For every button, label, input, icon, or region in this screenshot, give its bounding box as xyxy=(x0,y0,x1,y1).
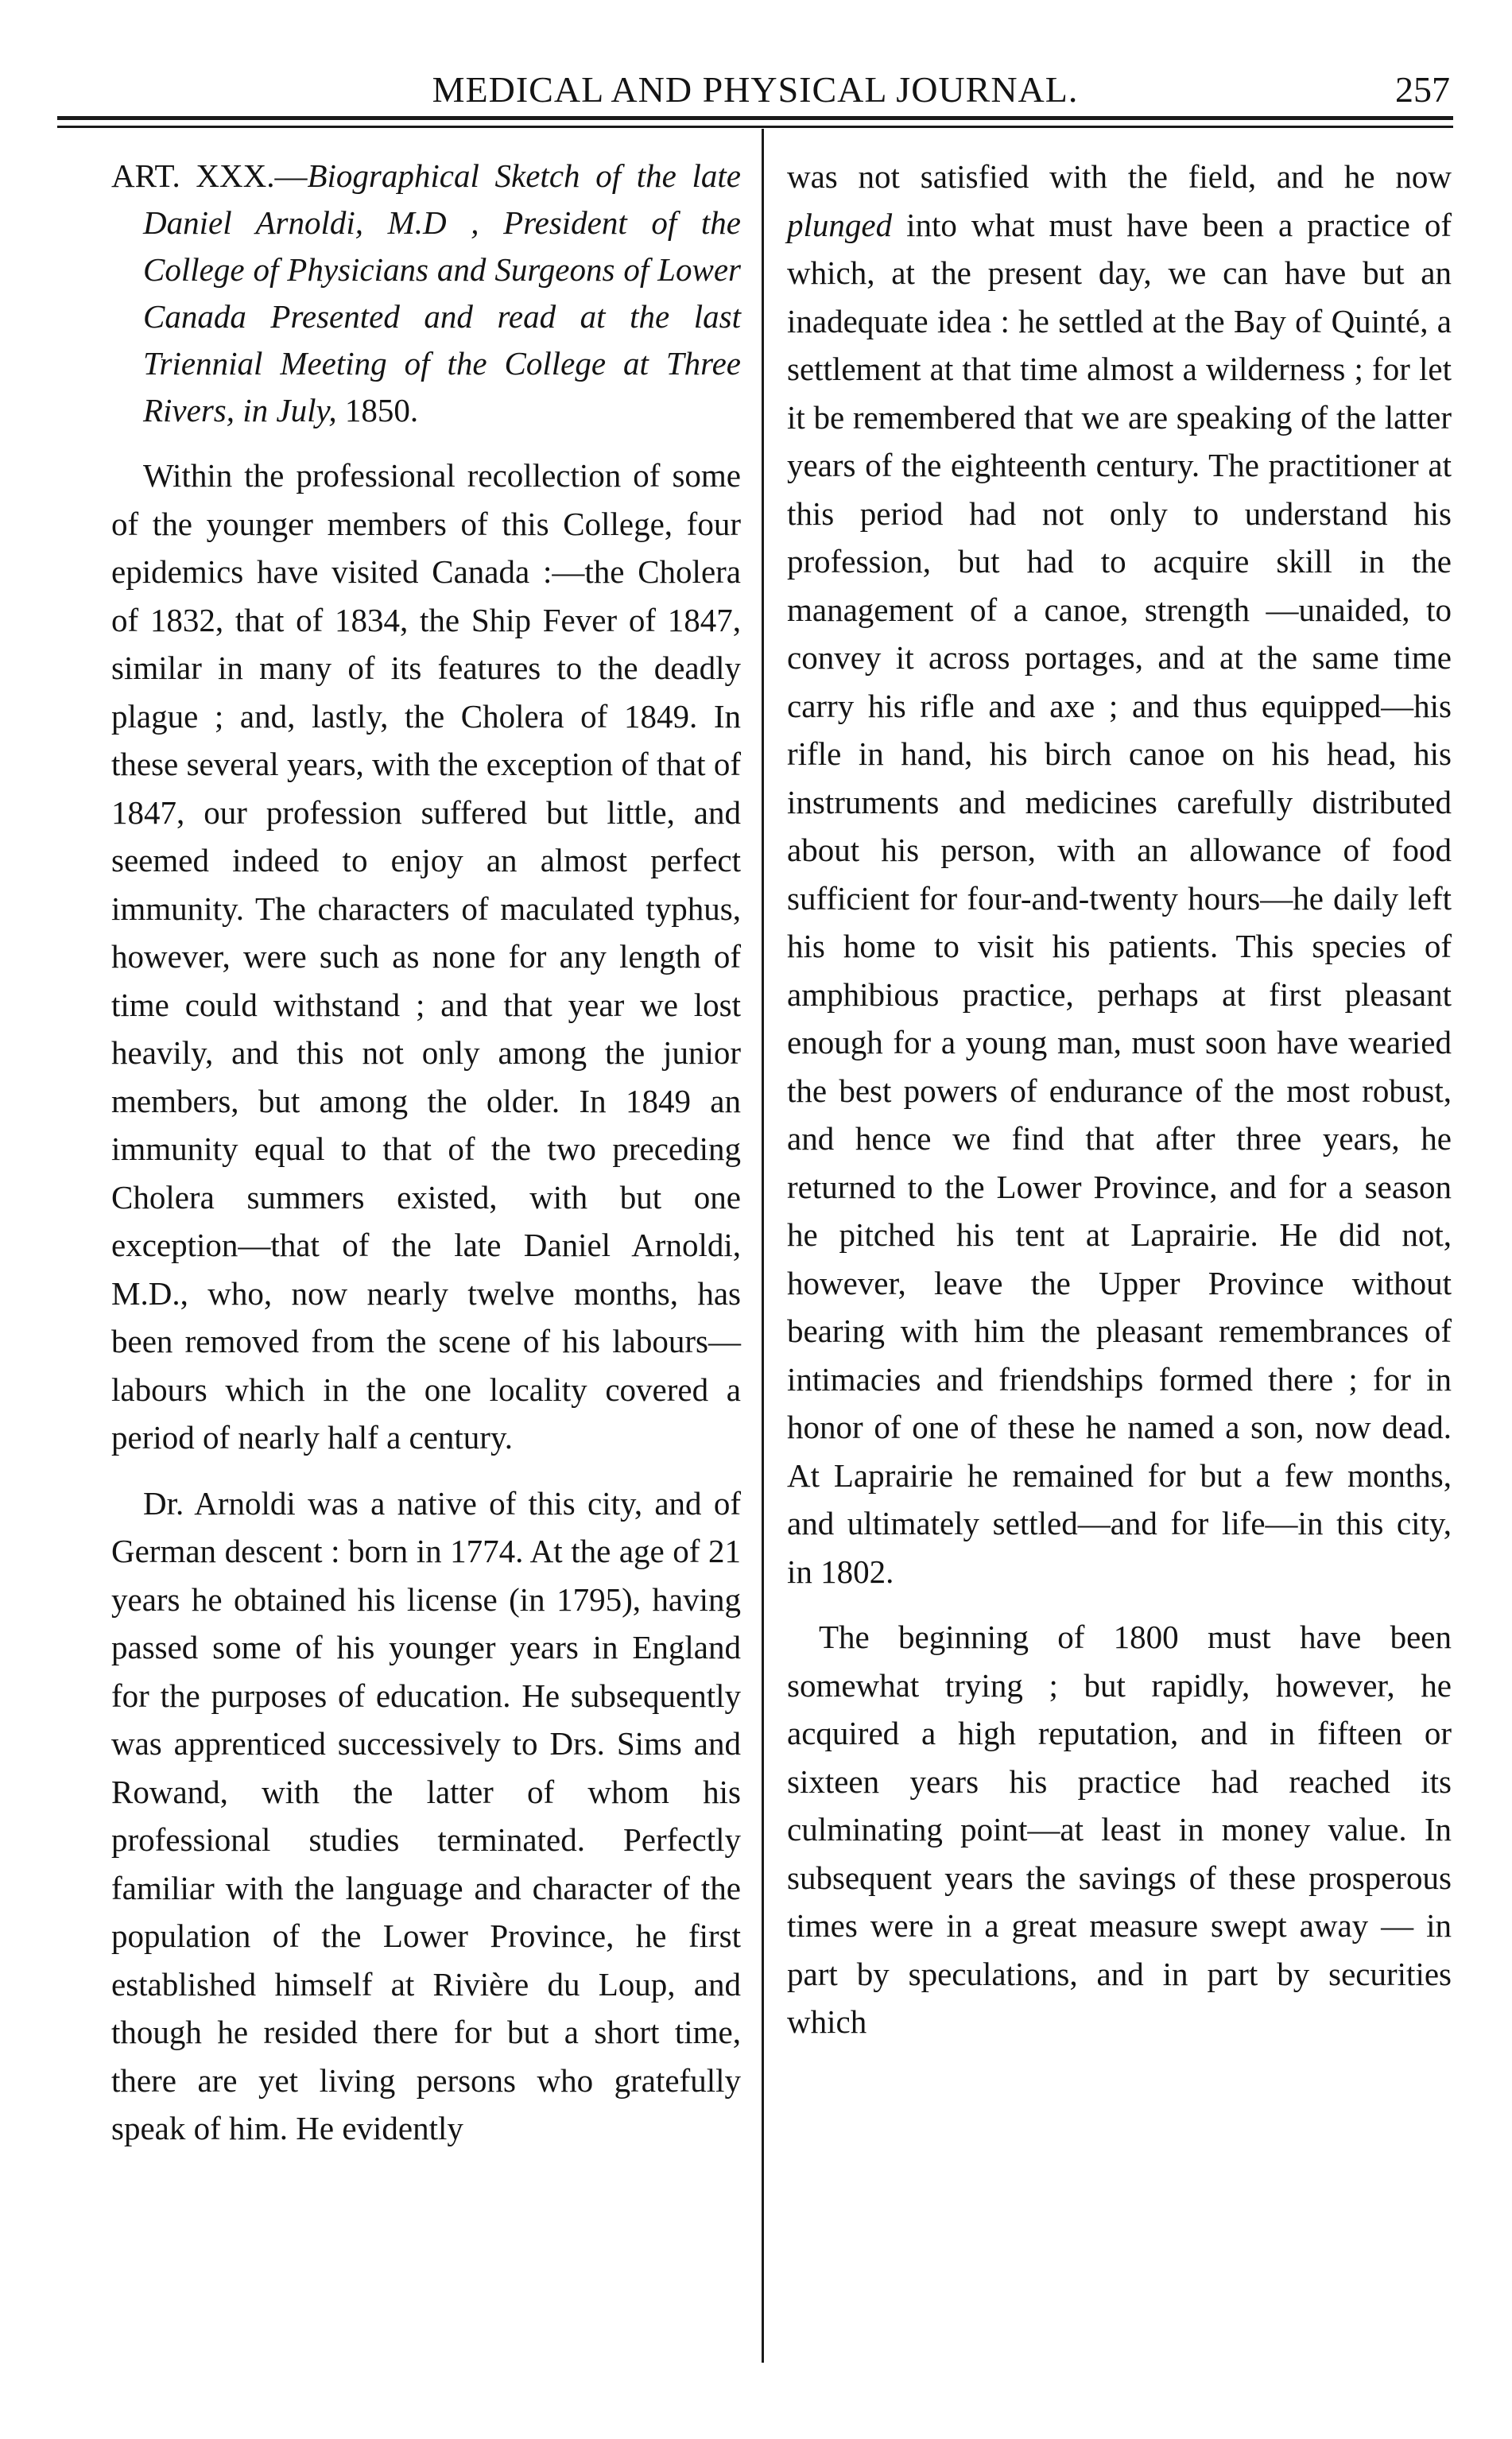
left-column xyxy=(111,153,741,2153)
column-divider xyxy=(762,129,764,2363)
paragraph-text: into what must have been a practice of which, at the present day, we can have but an inadequate idea : he settled at the Bay of Quinté, a settlement at that time almost a wilderness ; for let it be remembered that we are speaking of the latter years of the eighteenth century. The practitioner at this period had not only to understand his profession, but had to acquire skill in the management of a canoe, strength —unaided, to convey it across portages, and at the same time carry his rifle and axe ; and thus equipped—his rifle in hand, his birch canoe on his head, his instruments and medicines carefully distributed about his person, with an allowance of food sufficient for four-and-twenty hours—he daily left his home to visit his patients. This species of amphibious practice, perhaps at first pleasant enough for a young man, must soon have wearied the best powers of endurance of the most robust, and hence we find that after three years, he returned to the Lower Province, and for a season he pitched his tent at Laprairie. He did not, however, leave the Upper Province without bearing with him the pleasant remembrances of intimacies and friendships formed there ; for in honor of one of these he named a son, now dead. At Laprairie he remained for but a few months, and ultimately settled—and for life—in this city, in 1802. xyxy=(787,206,1452,1590)
paragraph-continued xyxy=(787,153,1452,1596)
paragraph: Within the professional recollection of some of the younger members of this College, four epidemics have visited Canada :—the Cholera of 1832, that of 1834, the Ship Fever of 1847, similar in many of its features to the deadly plague ; and, lastly, the Cholera of 1849. In these several years, with the exception of that of 1847, our profession suffered but little, and seemed indeed to enjoy an almost perfect immunity. The characters of maculated typhus, however, were such as none for any length of time could withstand ; and that year we lost heavily, and this not only among the junior members, but among the older. In 1849 an immunity equal to that of the two preceding Cholera summers existed, with but one exception—that of the late Daniel Arnoldi, M.D., who, now nearly twelve months, has been removed from the scene of his labours—labours which in the one locality covered a period of nearly half a century. xyxy=(111,457,741,1456)
emphasized-word: plunged xyxy=(787,206,893,243)
page-number: 257 xyxy=(1395,69,1450,110)
article-year: 1850. xyxy=(336,392,419,428)
article-number: ART. XXX.— xyxy=(111,157,308,194)
header-rule-thick xyxy=(57,116,1453,120)
paragraph: Dr. Arnoldi was a native of this city, and of German descent : born in 1774. At the age of 21 years he obtained his license (in 1795), having passed some of his younger years in England for the purposes of education. He subsequently was apprenticed successively to Drs. Sims and Rowand, with the latter of whom his professional studies terminated. Perfectly familiar with the language and character of the population of the Lower Province, he first established himself at Rivière du Loup, and though he resided there for but a short time, there are yet living persons who gratefully speak of him. He evidently xyxy=(111,1484,741,2146)
paragraph: The beginning of 1800 must have been somewhat trying ; but rapidly, however, he acquired a high reputation, and in fifteen or sixteen years his practice had reached its culminating point—at least in money value. In subsequent years the savings of these prosperous times were in a great measure swept away — in part by speculations, and in part by securities which xyxy=(787,1619,1452,2040)
paragraph-text: was not satisfied with the field, and he now xyxy=(787,158,1452,195)
right-column xyxy=(787,153,1452,2046)
article-title: Biographical Sketch of the late Daniel Arnoldi, M.D , President of the College of Physicians and Surgeons of Lower Canada Presented and read at the last Triennial Meeting of the College at Three Rivers, in July, xyxy=(143,157,741,428)
running-head xyxy=(56,48,1455,111)
running-title: MEDICAL AND PHYSICAL JOURNAL. xyxy=(432,69,1079,110)
article-heading-text xyxy=(111,153,741,434)
header-rule-thin xyxy=(57,126,1453,128)
article-heading xyxy=(111,153,741,434)
